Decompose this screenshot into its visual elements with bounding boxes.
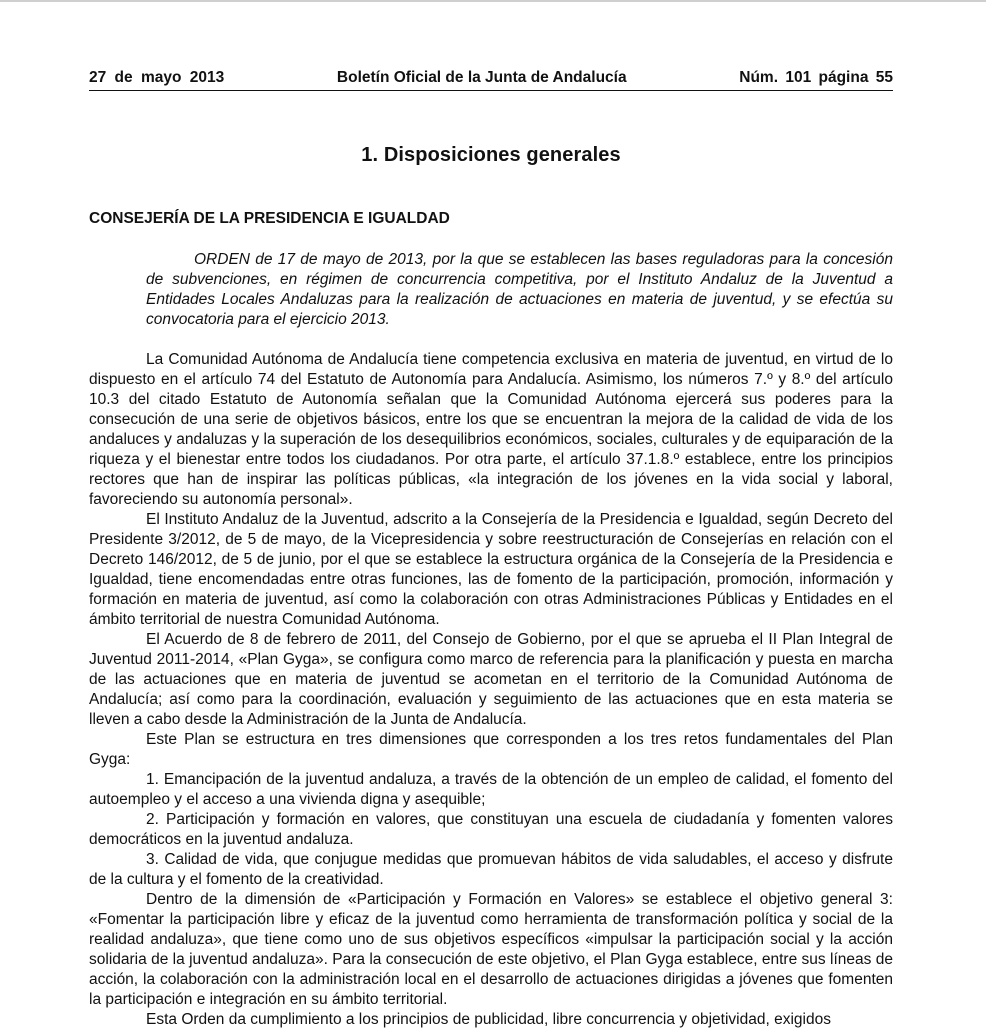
paragraph: Esta Orden da cumplimiento a los principios de publicidad, libre concurrencia y objetividad, exigidos [146, 1011, 831, 1028]
bulletin-header [89, 68, 893, 91]
document-page [89, 68, 893, 1030]
paragraph: La Comunidad Autónoma de Andalucía tiene competencia exclusiva en materia de juventud, en virtud de lo dispuesto en el artículo 74 del Estatuto de Autonomía para Andalucía. Asimismo, los números 7.º y 8.º del artículo 10.3 del citado Estatuto de Autonomía señalan que la Comunidad Autónoma ejercerá sus poderes para la consecución de una serie de objetivos básicos, entre los que se encuentran la mejora de la calidad de vida de los andaluces y andaluzas y la superación de los desequilibrios económicos, sociales, culturales y de equiparación de la riqueza y el bienestar entre todos los ciudadanos. Por otra parte, el artículo 37.1.8.º establece, entre los principios rectores que han de inspirar las políticas públicas, «la integración de los jóvenes en la vida social y laboral, favoreciendo su autonomía personal». [89, 351, 893, 508]
order-title: ORDEN de 17 de mayo de 2013, por la que se establecen las bases reguladoras para la concesión de subvenciones, en régimen de concurrencia competitiva, por el Instituto Andaluz de la Juventud a Entidades Locales Andaluzas para la realización de actuaciones en materia de juventud, y se efectúa su convocatoria para el ejercicio 2013. [146, 251, 893, 328]
section-title: 1. Disposiciones generales [361, 144, 621, 166]
header-bulletin-title: Boletín Oficial de la Junta de Andalucía [336, 69, 627, 86]
page-top-border [0, 0, 986, 2]
list-item: 2. Participación y formación en valores, que constituyan una escuela de ciudadanía y fomenten valores democráticos en la juventud andaluza. [89, 811, 893, 848]
paragraph: Este Plan se estructura en tres dimensiones que corresponden a los tres retos fundamentales del Plan Gyga: [89, 731, 893, 768]
list-item: 1. Emancipación de la juventud andaluza, a través de la obtención de un empleo de calidad, el fomento del autoempleo y el acceso a una vivienda digna y asequible; [89, 771, 893, 808]
body-text [89, 350, 893, 1030]
paragraph: El Instituto Andaluz de la Juventud, adscrito a la Consejería de la Presidencia e Igualdad, según Decreto del Presidente 3/2012, de 5 de mayo, de la Vicepresidencia y sobre reestructuración de Consejerías en relación con el Decreto 146/2012, de 5 de junio, por el que se establece la estructura orgánica de la Consejería de la Presidencia e Igualdad, tiene encomendadas entre otras funciones, las de fomento de la participación, promoción, información y formación en materia de juventud, así como la colaboración con otras Administraciones Públicas y Entidades en el ámbito territorial de nuestra Comunidad Autónoma. [89, 511, 893, 628]
paragraph: El Acuerdo de 8 de febrero de 2011, del Consejo de Gobierno, por el que se aprueba el II Plan Integral de Juventud 2011-2014, «Plan Gyga», se configura como marco de referencia para la planificación y puesta en marcha de las actuaciones que en materia de juventud se acometan en el territorio de la Comunidad Autónoma de Andalucía; así como para la coordinación, evaluación y seguimiento de las actuaciones que en esta materia se lleven a cabo desde la Administración de la Junta de Andalucía. [89, 631, 893, 728]
ministry-heading: CONSEJERÍA DE LA PRESIDENCIA E IGUALDAD [89, 210, 450, 227]
paragraph: Dentro de la dimensión de «Participación y Formación en Valores» se establece el objetivo general 3: «Fomentar la participación libre y eficaz de la juventud como herramienta de transformación política y social de la realidad andaluza», que tiene como uno de sus objetivos específicos «impulsar la participación social y la acción solidaria de la juventud andaluza». Para la consecución de este objetivo, el Plan Gyga establece, entre sus líneas de acción, la colaboración con la administración local en el desarrollo de actuaciones dirigidas a jóvenes que fomenten la participación e integración en su ámbito territorial. [89, 891, 893, 1008]
header-page-number: Núm. 101 página 55 [739, 69, 893, 86]
list-item: 3. Calidad de vida, que conjugue medidas que promuevan hábitos de vida saludables, el acceso y disfrute de la cultura y el fomento de la creatividad. [89, 851, 893, 888]
header-date: 27 de mayo 2013 [89, 69, 225, 86]
